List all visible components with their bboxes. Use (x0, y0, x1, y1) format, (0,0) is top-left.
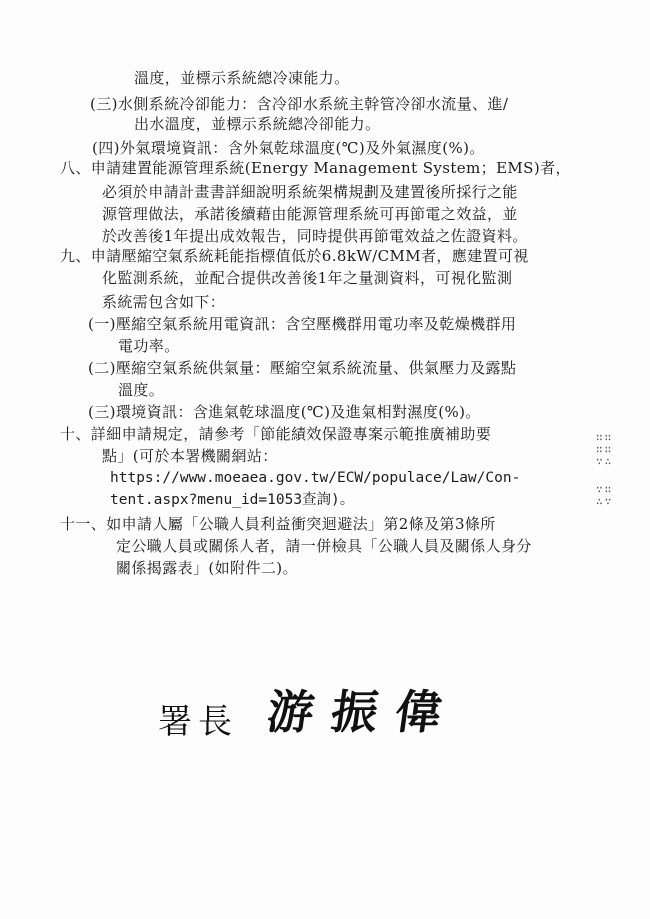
signature-title: 署長 (158, 702, 238, 742)
text-line: 源管理做法，承諾後續藉由能源管理系統可再節電之效益，並 (102, 205, 518, 223)
text-line: 必須於申請計畫書詳細說明系統架構規劃及建置後所採行之能 (102, 183, 518, 201)
text-line: 化監測系統，並配合提供改善後1年之量測資料，可視化監測 (102, 269, 513, 287)
section-ten-heading: 十、詳細申請規定，請參考「節能績效保證專案示範推廣補助要 (60, 425, 492, 443)
text-line: (四)外氣環境資訊：含外氣乾球溫度(℃)及外氣濕度(%)。 (92, 139, 485, 157)
text-line: (三)水側系統冷卻能力：含冷卻水系統主幹管冷卻水流量、進/ (90, 95, 509, 113)
text-line: 關係揭露表」(如附件二)。 (116, 559, 298, 577)
text-line: 於改善後1年提出成效報告，同時提供再節電效益之佐證資料。 (102, 227, 528, 245)
margin-stamp-mark: ∵∷ ∴∵ (596, 483, 614, 508)
text-line: 定公職人員或關係人者，請一併檢具「公職人員及關係人身分 (116, 537, 532, 555)
section-eight-heading: 八、申請建置能源管理系統(Energy Management System；EMS)者， (60, 159, 571, 177)
url-line: https://www.moeaea.gov.tw/ECW/populace/Law/Con- (110, 470, 521, 486)
text-line: 系統需包含如下： (102, 293, 226, 311)
section-nine-heading: 九、申請壓縮空氣系統耗能指標值低於6.8kW/CMM者，應建置可視 (60, 247, 529, 265)
text-line: (二)壓縮空氣系統供氣量：壓縮空氣系統流量、供氣壓力及露點 (88, 359, 517, 377)
text-line: (一)壓縮空氣系統用電資訊：含空壓機群用電功率及乾燥機群用 (88, 315, 517, 333)
text-line: 點」(可於本署機關網站： (102, 447, 278, 465)
text-line: 溫度，並標示系統總冷凍能力。 (134, 69, 350, 87)
text-line: 溫度。 (118, 381, 165, 399)
text-line: (三)環境資訊：含進氣乾球溫度(℃)及進氣相對濕度(%)。 (88, 403, 481, 421)
margin-stamp-mark: ∷∷ ∷∷ ∵∴ (596, 431, 614, 468)
text-line: 出水溫度，並標示系統總冷卻能力。 (134, 115, 381, 133)
url-line: tent.aspx?menu_id=1053查詢)。 (110, 492, 355, 508)
signature-block (158, 676, 518, 748)
section-eleven-heading: 十一、如申請人屬「公職人員利益衝突迴避法」第2條及第3條所 (60, 515, 496, 533)
text-line: 電功率。 (118, 337, 180, 355)
signature-name: 游振偉 (263, 685, 464, 739)
